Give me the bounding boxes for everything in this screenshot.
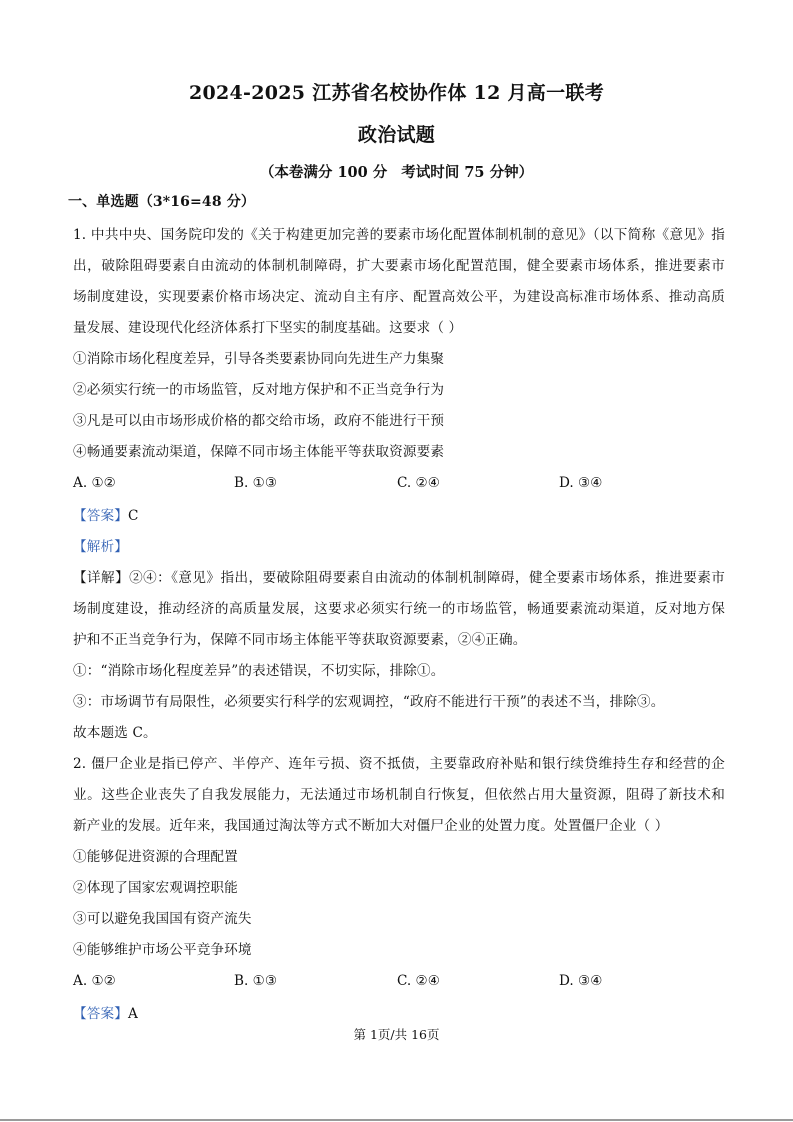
q1-option-d: D. ③④	[559, 475, 603, 491]
q1-item: ③凡是可以由市场形成价格的都交给市场，政府不能进行干预	[73, 413, 445, 429]
answer-label: 【答案】	[73, 508, 128, 524]
q2-option-a: A. ①②	[73, 973, 116, 989]
q1-item: ②必须实行统一的市场监管，反对地方保护和不正当竞争行为	[73, 382, 445, 398]
q1-stem-line: 1. 中共中央、国务院印发的《关于构建更加完善的要素市场化配置体制机制的意见》（以下简称《意见》指	[73, 227, 725, 243]
q2-item: ②体现了国家宏观调控职能	[73, 880, 238, 896]
answer-label: 【答案】	[73, 1006, 128, 1022]
q1-item: ①消除市场化程度差异，引导各类要素协同向先进生产力集聚	[73, 351, 445, 367]
exam-info	[0, 161, 793, 182]
q1-item: ④畅通要素流动渠道，保障不同市场主体能平等获取资源要素	[73, 444, 445, 460]
exam-time-info: 考试时间 75 分钟）	[401, 164, 534, 181]
analysis-label: 【解析】	[73, 539, 128, 555]
q1-stem-line: 出，破除阻碍要素自由流动的体制机制障碍，扩大要素市场化配置范围，健全要素市场体系，推进要素市	[73, 258, 725, 274]
q2-option-d: D. ③④	[559, 973, 603, 989]
q2-stem-line: 2. 僵尸企业是指已停产、半停产、连年亏损、资不抵债，主要靠政府补贴和银行续贷维持生存和经营的企	[73, 756, 725, 772]
answer-value: A	[127, 1006, 138, 1022]
section-heading: 一、单选题（3*16=48 分）	[68, 194, 256, 210]
q1-note: ③：市场调节有局限性，必须要实行科学的宏观调控，“政府不能进行干预”的表述不当，排除③。	[73, 694, 665, 710]
bottom-divider	[0, 1119, 793, 1121]
q1-stem-line: 场制度建设，实现要素价格市场决定、流动自主有序、配置高效公平，为建设高标准市场体系、推动高质	[73, 289, 725, 305]
q2-item: ③可以避免我国国有资产流失	[73, 911, 252, 927]
exam-score-info: （本卷满分 100 分	[259, 164, 388, 181]
answer-value: C	[127, 508, 139, 524]
detail-label: 【详解】	[73, 570, 130, 586]
q1-detail-line: 护和不正当竞争行为，保障不同市场主体能平等获取资源要素，②④正确。	[73, 632, 527, 648]
q2-stem-line: 业。这些企业丧失了自我发展能力，无法通过市场机制自行恢复，但依然占用大量资源，阻碍了新技术和	[73, 787, 725, 803]
q1-option-b: B. ①③	[234, 475, 278, 491]
exam-subject: 政治试题	[357, 124, 436, 146]
q2-option-b: B. ①③	[234, 973, 278, 989]
q1-conclusion: 故本题选 C。	[73, 725, 157, 741]
q1-option-c: C. ②④	[397, 475, 440, 491]
q1-option-a: A. ①②	[73, 475, 116, 491]
q1-note: ①：“消除市场化程度差异”的表述错误，不切实际，排除①。	[73, 663, 445, 679]
exam-title: 2024-2025 江苏省名校协作体 12 月高一联考	[188, 82, 605, 104]
q2-item: ④能够维护市场公平竞争环境	[73, 942, 252, 958]
q1-detail-line: 场制度建设，推动经济的高质量发展，这要求必须实行统一的市场监管，畅通要素流动渠道，反对地方保	[73, 601, 725, 617]
q1-detail-line	[73, 568, 725, 588]
q2-stem-line: 新产业的发展。近年来，我国通过淘汰等方式不断加大对僵尸企业的处置力度。处置僵尸企业（ ）	[73, 818, 669, 834]
q2-answer	[73, 1004, 725, 1024]
page-footer: 第 1页/共 16页	[353, 1027, 440, 1042]
q2-item: ①能够促进资源的合理配置	[73, 849, 238, 865]
q2-option-c: C. ②④	[397, 973, 440, 989]
detail-text: ②④：《意见》指出，要破除阻碍要素自由流动的体制机制障碍，健全要素市场体系，推进要素市	[129, 570, 725, 586]
q1-analysis	[73, 537, 725, 557]
q1-answer	[73, 506, 725, 526]
q1-stem-line: 量发展、建设现代化经济体系打下坚实的制度基础。这要求（ ）	[73, 320, 463, 336]
